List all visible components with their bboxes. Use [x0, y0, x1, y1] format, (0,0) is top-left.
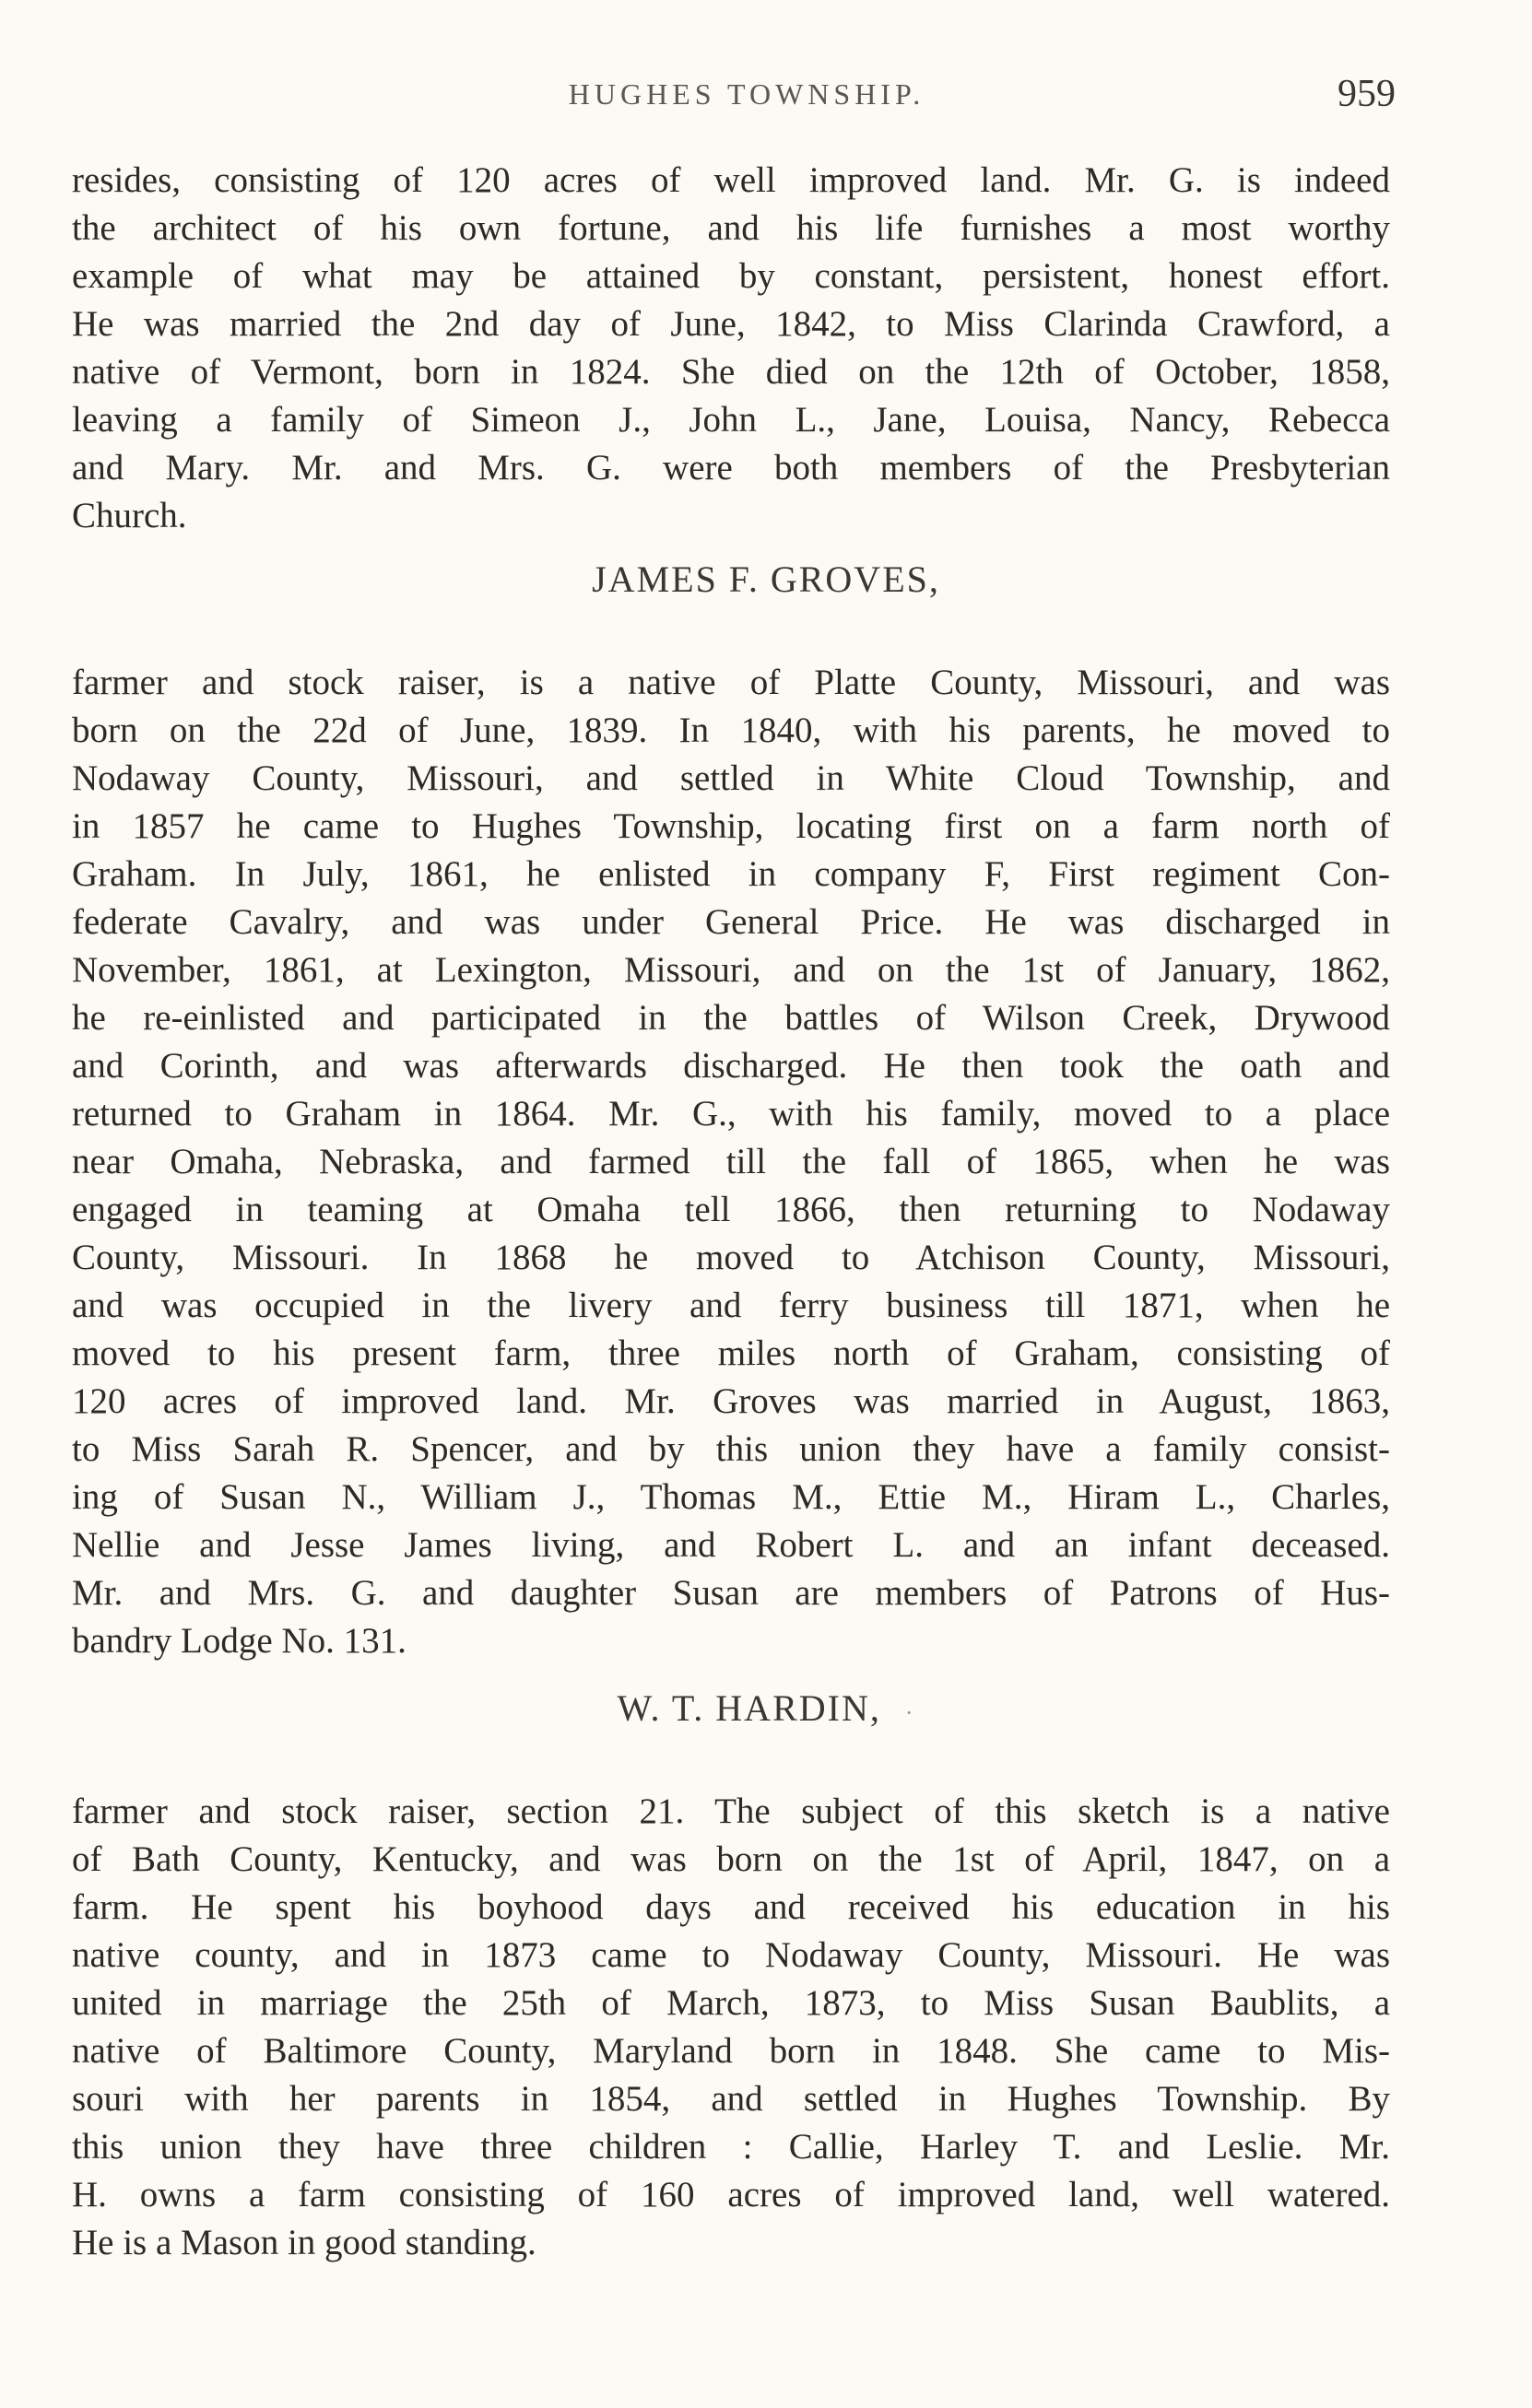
- paragraph-line: near Omaha, Nebraska, and farmed till the fall of 1865, when he was: [72, 1142, 1390, 1181]
- paragraph-line: farmer and stock raiser, is a native of Platte County, Missouri, and was: [72, 663, 1390, 702]
- paragraph-line: leaving a family of Simeon J., John L., Jane, Louisa, Nancy, Rebecca: [72, 400, 1390, 440]
- section-heading-groves: [0, 558, 1532, 601]
- paragraph-line: ing of Susan N., William J., Thomas M., Ettie M., Hiram L., Charles,: [72, 1477, 1390, 1517]
- paragraph-line: federate Cavalry, and was under General Price. He was discharged in: [72, 902, 1390, 942]
- paragraph-line: bandry Lodge No. 131.: [72, 1621, 407, 1661]
- paragraph-line: H. owns a farm consisting of 160 acres of improved land, well watered.: [72, 2175, 1390, 2214]
- paragraph-line: in 1857 he came to Hughes Township, locating first on a farm north of: [72, 806, 1390, 846]
- paragraph-line: he re-einlisted and participated in the battles of Wilson Creek, Drywood: [72, 998, 1390, 1038]
- paragraph-line: returned to Graham in 1864. Mr. G., with his family, moved to a place: [72, 1094, 1390, 1134]
- paragraph-line: farm. He spent his boyhood days and received his education in his: [72, 1887, 1390, 1927]
- paragraph-line: united in marriage the 25th of March, 1873, to Miss Susan Baublits, a: [72, 1983, 1390, 2023]
- paragraph-line: resides, consisting of 120 acres of well improved land. Mr. G. is indeed: [72, 160, 1390, 200]
- ink-speck: ·: [904, 1699, 915, 1726]
- paragraph-line: Mr. and Mrs. G. and daughter Susan are members of Patrons of Hus-: [72, 1573, 1390, 1613]
- paragraph-line: He is a Mason in good standing.: [72, 2223, 536, 2262]
- paragraph-line: November, 1861, at Lexington, Missouri, and on the 1st of January, 1862,: [72, 950, 1390, 990]
- paragraph-line: Graham. In July, 1861, he enlisted in company F, First regiment Con-: [72, 854, 1390, 894]
- paragraph-line: Nodaway County, Missouri, and settled in White Cloud Township, and: [72, 758, 1390, 798]
- paragraph-line: County, Missouri. In 1868 he moved to Atchison County, Missouri,: [72, 1238, 1390, 1277]
- paragraph-line: native county, and in 1873 came to Nodaway County, Missouri. He was: [72, 1935, 1390, 1975]
- paragraph-line: example of what may be attained by constant, persistent, honest effort.: [72, 256, 1390, 296]
- hardin-biography: [72, 1788, 1390, 2267]
- paragraph-line: born on the 22d of June, 1839. In 1840, with his parents, he moved to: [72, 711, 1390, 750]
- intro-paragraph: [72, 157, 1390, 540]
- section-heading-hardin: [0, 1686, 1532, 1730]
- paragraph-line: 120 acres of improved land. Mr. Groves was married in August, 1863,: [72, 1381, 1390, 1421]
- paragraph-line: native of Baltimore County, Maryland born in 1848. She came to Mis-: [72, 2031, 1390, 2071]
- paragraph-line: and Mary. Mr. and Mrs. G. were both members of the Presbyterian: [72, 448, 1390, 487]
- running-head: [0, 73, 1532, 133]
- paragraph-line: and was occupied in the livery and ferry business till 1871, when he: [72, 1286, 1390, 1325]
- running-title: HUGHES TOWNSHIP.: [568, 77, 925, 111]
- paragraph-line: engaged in teaming at Omaha tell 1866, then returning to Nodaway: [72, 1190, 1390, 1229]
- paragraph-line: souri with her parents in 1854, and settled in Hughes Township. By: [72, 2079, 1390, 2119]
- paragraph-line: to Miss Sarah R. Spencer, and by this union they have a family consist-: [72, 1429, 1390, 1469]
- groves-biography: [72, 659, 1390, 1665]
- paragraph-line: this union they have three children : Callie, Harley T. and Leslie. Mr.: [72, 2127, 1390, 2167]
- paragraph-line: native of Vermont, born in 1824. She died on the 12th of October, 1858,: [72, 352, 1390, 392]
- paragraph-line: moved to his present farm, three miles north of Graham, consisting of: [72, 1333, 1390, 1373]
- paragraph-line: He was married the 2nd day of June, 1842, to Miss Clarinda Crawford, a: [72, 304, 1390, 344]
- paragraph-line: farmer and stock raiser, section 21. The subject of this sketch is a native: [72, 1791, 1390, 1831]
- paragraph-line: and Corinth, and was afterwards discharged. He then took the oath and: [72, 1046, 1390, 1086]
- page-number: 959: [1338, 73, 1396, 115]
- heading-text: W. T. HARDIN,: [617, 1687, 881, 1729]
- heading-text: JAMES F. GROVES,: [592, 558, 940, 600]
- paragraph-line: Nellie and Jesse James living, and Robert L. and an infant deceased.: [72, 1525, 1390, 1565]
- paragraph-line: the architect of his own fortune, and his life furnishes a most worthy: [72, 208, 1390, 248]
- paragraph-line: Church.: [72, 496, 187, 535]
- paragraph-line: of Bath County, Kentucky, and was born on the 1st of April, 1847, on a: [72, 1839, 1390, 1879]
